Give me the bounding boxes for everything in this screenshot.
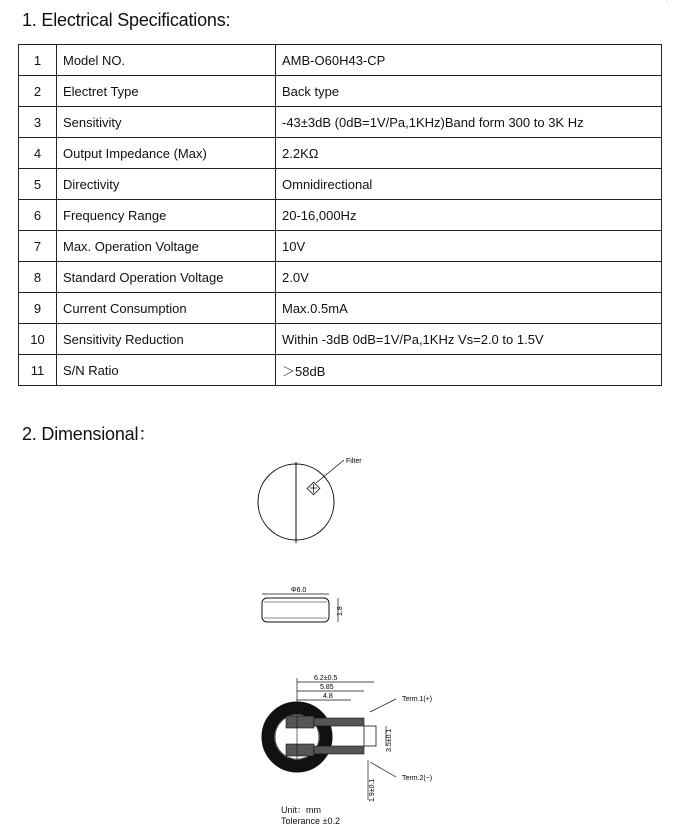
dimension-drawing bbox=[240, 455, 440, 805]
tolerance-label: Tolerance ±0.2 bbox=[281, 816, 340, 826]
spec-row bbox=[19, 262, 662, 293]
spec-table bbox=[18, 44, 662, 386]
side-view-body bbox=[262, 598, 329, 622]
spec-number-cell: 11 bbox=[19, 355, 57, 386]
spec-row bbox=[19, 45, 662, 76]
spec-number-cell: 8 bbox=[19, 262, 57, 293]
spec-value-cell: AMB-O60H43-CP bbox=[276, 45, 662, 76]
term1-label: Term.1(+) bbox=[402, 696, 433, 703]
spec-value-cell: 10V bbox=[276, 231, 662, 262]
spec-row bbox=[19, 76, 662, 107]
spec-row bbox=[19, 200, 662, 231]
spec-number-cell: 4 bbox=[19, 138, 57, 169]
unit-label: Unit：mm bbox=[281, 805, 321, 815]
spec-number-cell: 5 bbox=[19, 169, 57, 200]
spec-item-cell: Electret Type bbox=[57, 76, 276, 107]
spec-number-cell: 1 bbox=[19, 45, 57, 76]
spec-number-cell: 3 bbox=[19, 107, 57, 138]
units-note bbox=[281, 805, 340, 827]
spec-row bbox=[19, 324, 662, 355]
spec-number-cell: 6 bbox=[19, 200, 57, 231]
spec-value-cell: 20-16,000Hz bbox=[276, 200, 662, 231]
height-label: 1.8 bbox=[337, 606, 344, 616]
dim-6-2-label: 6.2±0.5 bbox=[314, 675, 338, 682]
spec-item-cell: Max. Operation Voltage bbox=[57, 231, 276, 262]
spec-number-cell: 7 bbox=[19, 231, 57, 262]
diameter-label: Φ6.0 bbox=[291, 587, 307, 594]
corner-mark: ˙ bbox=[665, 0, 669, 11]
spec-item-cell: Frequency Range bbox=[57, 200, 276, 231]
spec-value-cell: Max.0.5mA bbox=[276, 293, 662, 324]
spec-value-cell: Omnidirectional bbox=[276, 169, 662, 200]
dim-4-8-label: 4.8 bbox=[323, 693, 333, 700]
spec-row bbox=[19, 169, 662, 200]
section-title-electrical: 1. Electrical Specifications: bbox=[22, 10, 231, 30]
spec-value-cell: ＞58dB bbox=[276, 355, 662, 386]
spec-item-cell: Sensitivity bbox=[57, 107, 276, 138]
section-title-dimensional: 2. Dimensional： bbox=[22, 424, 157, 444]
spec-value-cell: 2.2KΩ bbox=[276, 138, 662, 169]
filter-leader-line bbox=[316, 460, 344, 483]
spec-value-cell: Back type bbox=[276, 76, 662, 107]
spec-value-cell: 2.0V bbox=[276, 262, 662, 293]
spec-item-cell: Sensitivity Reduction bbox=[57, 324, 276, 355]
spec-value-cell: -43±3dB (0dB=1V/Pa,1KHz)Band form 300 to 3K Hz bbox=[276, 107, 662, 138]
spec-item-cell: Directivity bbox=[57, 169, 276, 200]
dim-3-5-label: 3.5±0.1 bbox=[386, 728, 393, 752]
filter-hatch bbox=[307, 482, 320, 495]
spec-row bbox=[19, 293, 662, 324]
filter-label: Filter bbox=[346, 458, 362, 465]
spec-value-cell: Within -3dB 0dB=1V/Pa,1KHz Vs=2.0 to 1.5V bbox=[276, 324, 662, 355]
spec-row bbox=[19, 231, 662, 262]
spec-item-cell: Model NO. bbox=[57, 45, 276, 76]
dim-1-9-label: 1.9±0.1 bbox=[369, 778, 376, 802]
terminal-tab bbox=[364, 726, 376, 746]
spec-row bbox=[19, 355, 662, 386]
spec-item-cell: Standard Operation Voltage bbox=[57, 262, 276, 293]
spec-item-cell: Current Consumption bbox=[57, 293, 276, 324]
spec-item-cell: S/N Ratio bbox=[57, 355, 276, 386]
term2-label: Term.2(−) bbox=[402, 775, 433, 782]
spec-item-cell: Output Impedance (Max) bbox=[57, 138, 276, 169]
spec-number-cell: 2 bbox=[19, 76, 57, 107]
dim-5-85-label: 5.85 bbox=[320, 684, 334, 691]
spec-number-cell: 9 bbox=[19, 293, 57, 324]
spec-row bbox=[19, 138, 662, 169]
spec-number-cell: 10 bbox=[19, 324, 57, 355]
spec-row bbox=[19, 107, 662, 138]
